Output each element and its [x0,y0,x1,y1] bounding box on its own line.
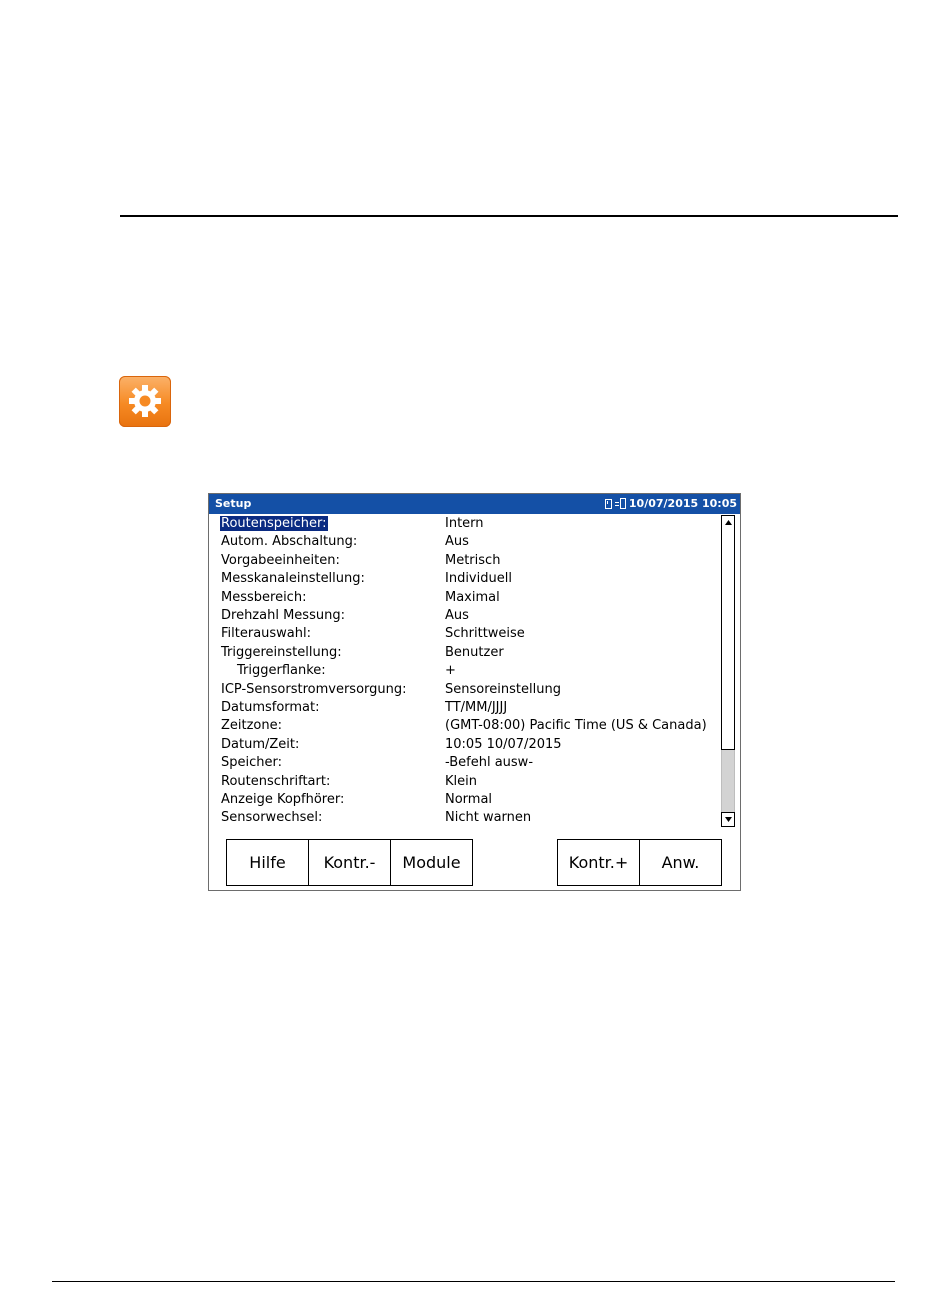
setting-value: Metrisch [445,552,501,568]
window-title: Setup [215,497,252,510]
page-footer-rule [52,1281,895,1282]
setting-row-drehzahl[interactable] [209,607,721,625]
setting-value: TT/MM/JJJJ [445,700,508,715]
scroll-down-button[interactable] [721,812,735,827]
setting-label: Messbereich: [221,589,307,605]
status-datetime: 10/07/2015 10:05 [628,497,737,510]
setting-row-zeitzone[interactable] [209,717,721,735]
setting-value: Nicht warnen [445,810,532,826]
battery-icon [615,498,627,509]
setting-row-datumsformat[interactable] [209,699,721,717]
title-bar [209,494,740,514]
setting-row-triggereinstellung[interactable] [209,644,721,662]
setting-value: Normal [445,792,493,807]
setting-label: Sensorwechsel: [221,810,323,826]
contrast-decrease-button[interactable]: Kontr.- [308,839,391,886]
setting-row-speicher[interactable] [209,754,721,772]
gear-icon [128,384,162,418]
setting-value: Aus [445,534,469,550]
setting-row-abschaltung[interactable] [209,533,721,551]
setting-label: Triggereinstellung: [221,644,342,660]
apply-button[interactable]: Anw. [639,839,722,886]
setting-value: Benutzer [445,644,504,660]
setup-screen [208,493,741,891]
arrow-up-icon [724,519,733,526]
setting-value: Schrittweise [445,626,525,642]
setting-row-vorgabeeinheiten[interactable] [209,552,721,570]
setting-label: Speicher: [221,755,282,771]
setting-value: 10:05 10/07/2015 [445,736,562,752]
setting-value: Aus [445,608,469,623]
module-button[interactable]: Module [390,839,473,886]
memory-card-icon [605,499,612,509]
page-header-rule [120,215,898,217]
setting-label: Autom. Abschaltung: [221,534,358,550]
setting-label: Datum/Zeit: [221,736,300,752]
settings-scrollbar[interactable] [721,515,737,832]
setting-row-triggerflanke[interactable] [209,662,721,680]
setting-row-routenschriftart[interactable] [209,773,721,791]
setting-value: Klein [445,773,477,789]
setting-value: Intern [445,516,484,531]
setting-value: (GMT-08:00) Pacific Time (US & Canada) [445,718,707,734]
scroll-track[interactable] [721,750,735,813]
contrast-increase-button[interactable]: Kontr.+ [557,839,640,886]
setting-value: Maximal [445,589,500,605]
setting-row-icp-sensor[interactable] [209,681,721,699]
setting-row-filterauswahl[interactable] [209,625,721,643]
setting-label: ICP-Sensorstromversorgung: [221,681,407,697]
setting-label: Drehzahl Messung: [221,608,345,623]
setting-row-datum-zeit[interactable] [209,736,721,754]
scroll-up-button[interactable] [721,515,735,530]
setting-value: -Befehl ausw- [445,755,534,771]
setting-value: + [445,663,456,679]
status-area [605,497,737,510]
hilfe-button[interactable]: Hilfe [226,839,309,886]
setup-gear-icon [119,376,171,427]
setting-row-sensorwechsel[interactable] [209,809,721,827]
setting-label: Anzeige Kopfhörer: [221,792,345,807]
setting-label: Routenschriftart: [221,773,331,789]
setting-value: Individuell [445,571,512,587]
setting-row-messkanaleinstellung[interactable] [209,570,721,588]
setting-row-messbereich[interactable] [209,589,721,607]
scroll-thumb[interactable] [721,529,735,750]
setting-row-routenspeicher[interactable] [209,515,721,533]
arrow-down-icon [724,816,733,823]
setting-value: Sensoreinstellung [445,681,561,697]
setting-label: Messkanaleinstellung: [221,571,365,587]
setting-label: Routenspeicher: [221,516,327,531]
setting-label: Zeitzone: [221,718,283,734]
setting-label: Filterauswahl: [221,626,312,642]
setting-label: Triggerflanke: [237,663,326,679]
setting-row-kopfhoerer[interactable] [209,791,721,809]
setting-label: Vorgabeeinheiten: [221,552,340,568]
setting-label: Datumsformat: [221,700,320,715]
